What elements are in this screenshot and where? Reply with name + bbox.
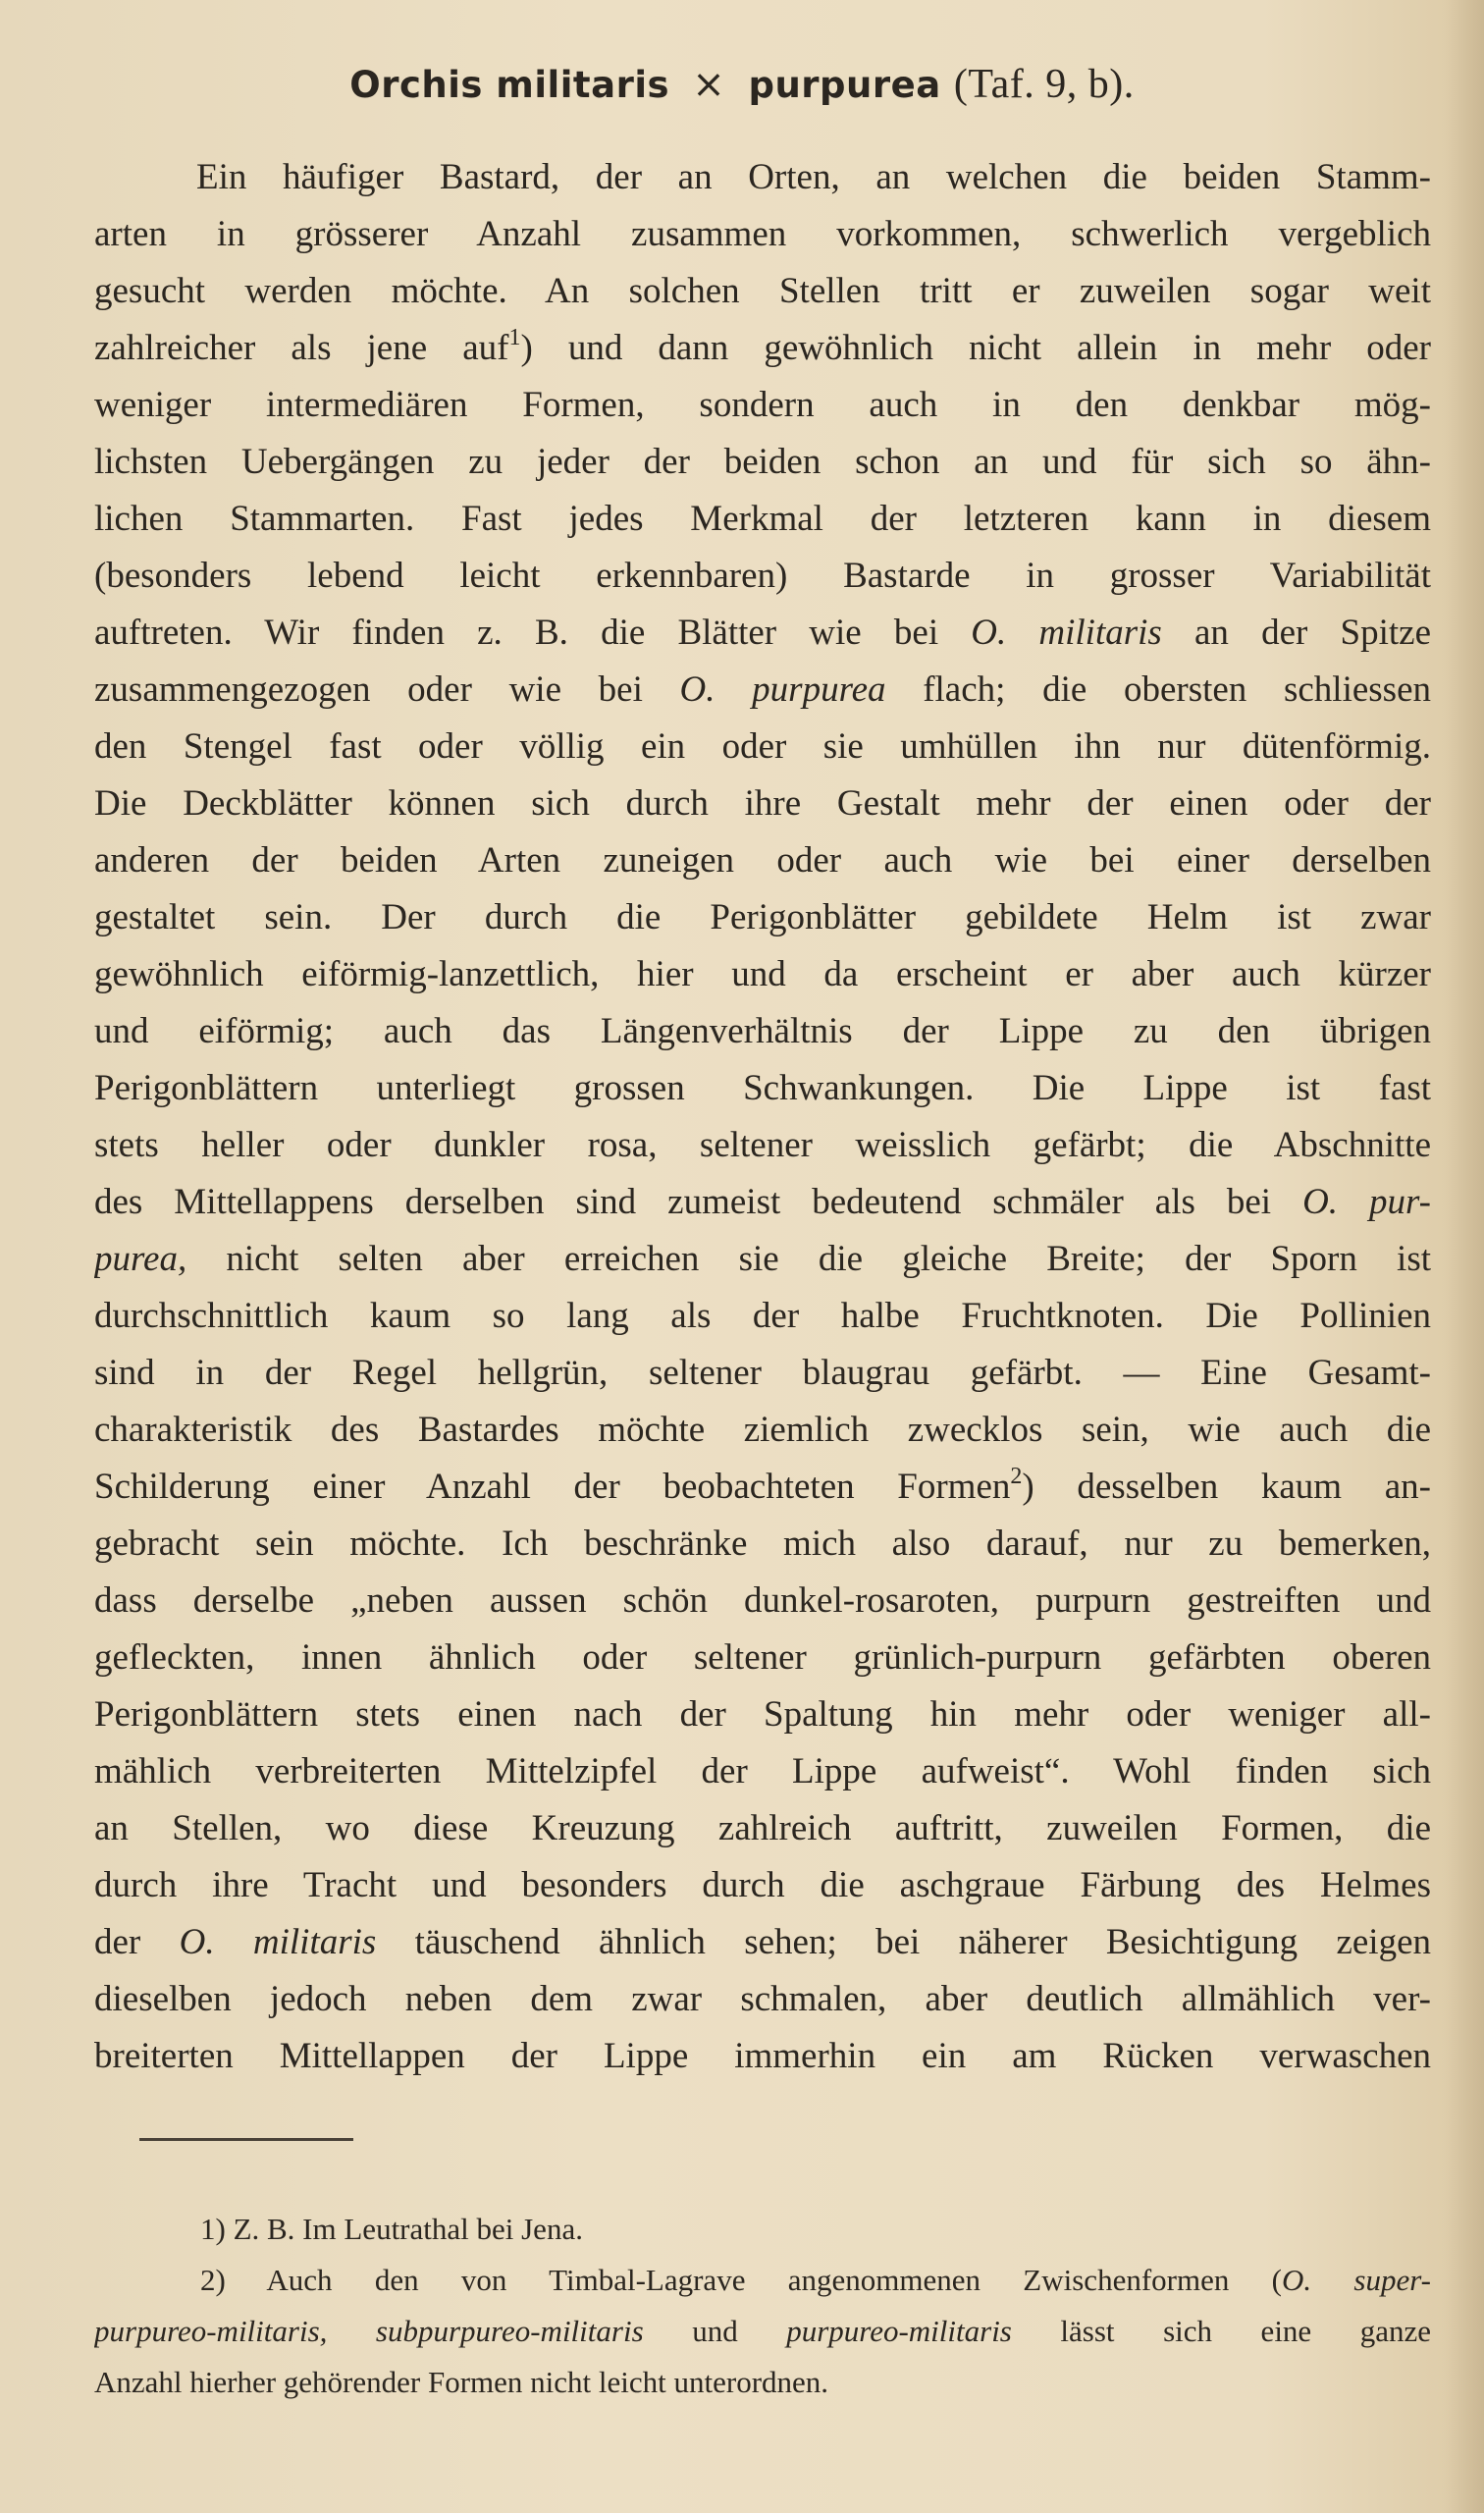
title-species-1: Orchis militaris bbox=[349, 64, 670, 106]
text-line: gewöhnlich eiförmig-lanzettlich, hier und da erscheint er aber auch kürzer bbox=[94, 954, 1431, 994]
species-name-italic: O. super- bbox=[1281, 2263, 1431, 2297]
text-line: gestaltet sein. Der durch die Perigonblätter gebildete Helm ist zwar bbox=[94, 897, 1431, 937]
species-name-italic: O. militaris bbox=[971, 613, 1162, 653]
text-line: breiterten Mittellappen der Lippe immerhin ein am Rücken verwaschen bbox=[94, 2036, 1431, 2076]
footnote-2-line bbox=[94, 2255, 1431, 2306]
text-line: gebracht sein möchte. Ich beschränke mich also darauf, nur zu bemerken, bbox=[94, 1524, 1431, 1564]
text-line bbox=[94, 1231, 1431, 1288]
text-line: gesucht werden möchte. An solchen Stellen tritt er zuweilen sogar weit bbox=[94, 271, 1431, 311]
text-line: (besonders lebend leicht erkennbaren) Bastarde in grosser Variabilität bbox=[94, 556, 1431, 596]
text-line: dass derselbe „neben aussen schön dunkel-rosaroten, purpurn gestreiften und bbox=[94, 1580, 1431, 1621]
text-segment: flach; die obersten schliessen bbox=[923, 669, 1431, 710]
text-line: Perigonblättern stets einen nach der Spaltung hin mehr oder weniger all- bbox=[94, 1694, 1431, 1735]
footnote-2-line bbox=[94, 2306, 1431, 2357]
text-segment: täuschend ähnlich sehen; bei näherer Besichtigung zeigen bbox=[414, 1922, 1431, 1962]
text-line: weniger intermediären Formen, sondern auch in den denkbar mög- bbox=[94, 385, 1431, 425]
text-line bbox=[94, 1914, 1431, 1971]
text-segment: Schilderung einer Anzahl der beobachteten Formen bbox=[94, 1467, 1011, 1507]
text-line bbox=[94, 320, 1431, 377]
text-line bbox=[94, 1459, 1431, 1516]
species-name-italic: purpureo-militaris, subpurpureo-militaris bbox=[94, 2314, 644, 2348]
species-name-italic: purpureo-militaris bbox=[786, 2314, 1012, 2348]
text-segment: ) und dann gewöhnlich nicht allein in mehr oder bbox=[520, 328, 1431, 368]
footnote-2-line: Anzahl hierher gehörender Formen nicht leicht unterordnen. bbox=[94, 2365, 829, 2399]
species-name-italic: purea, bbox=[94, 1239, 187, 1279]
text-line: anderen der beiden Arten zuneigen oder auch wie bei einer derselben bbox=[94, 840, 1431, 881]
text-line: stets heller oder dunkler rosa, seltener weisslich gefärbt; die Abschnitte bbox=[94, 1125, 1431, 1165]
text-line: lichsten Uebergängen zu jeder der beiden schon an und für sich so ähn- bbox=[94, 442, 1431, 482]
footnote-ref-2: 2 bbox=[1010, 1464, 1023, 1489]
species-name-italic: O. purpurea bbox=[679, 669, 886, 710]
text-line: gefleckten, innen ähnlich oder seltener grünlich-purpurn gefärbten oberen bbox=[94, 1637, 1431, 1678]
text-segment: des Mittellappens derselben sind zumeist bedeutend schmäler als bei bbox=[94, 1182, 1272, 1222]
footnotes bbox=[94, 2204, 1431, 2408]
text-line: Ein häufiger Bastard, der an Orten, an welchen die beiden Stamm- bbox=[196, 157, 1431, 197]
text-segment: ) desselben kaum an- bbox=[1022, 1467, 1431, 1507]
text-line: und eiförmig; auch das Längenverhältnis der Lippe zu den übrigen bbox=[94, 1011, 1431, 1051]
species-name-italic: O. pur- bbox=[1302, 1182, 1431, 1222]
text-line: charakteristik des Bastardes möchte ziemlich zwecklos sein, wie auch die bbox=[94, 1410, 1431, 1450]
text-segment: zusammengezogen oder wie bei bbox=[94, 669, 643, 710]
text-line: lichen Stammarten. Fast jedes Merkmal der letzteren kann in diesem bbox=[94, 499, 1431, 539]
text-segment: und bbox=[692, 2314, 738, 2348]
hybrid-cross-symbol: ⨯ bbox=[692, 62, 726, 107]
footnote-ref-1: 1 bbox=[508, 325, 521, 350]
text-line: mählich verbreiterten Mittelzipfel der Lippe aufweist“. Wohl finden sich bbox=[94, 1751, 1431, 1791]
text-line: sind in der Regel hellgrün, seltener blaugrau gefärbt. — Eine Gesamt- bbox=[94, 1353, 1431, 1393]
page-edge-shadow bbox=[1445, 0, 1484, 2513]
text-line: Die Deckblätter können sich durch ihre Gestalt mehr der einen oder der bbox=[94, 783, 1431, 824]
footnote-separator bbox=[139, 2138, 353, 2141]
title-plate-reference: (Taf. 9, b). bbox=[953, 62, 1135, 107]
text-segment: der bbox=[94, 1922, 141, 1962]
footnote-1: 1) Z. B. Im Leutrathal bei Jena. bbox=[200, 2212, 583, 2246]
title-species-2: purpurea bbox=[748, 64, 941, 106]
text-line: durchschnittlich kaum so lang als der halbe Fruchtknoten. Die Pollinien bbox=[94, 1296, 1431, 1336]
text-segment: lässt sich eine ganze bbox=[1060, 2314, 1431, 2348]
body-text bbox=[94, 149, 1431, 2085]
text-line: dieselben jedoch neben dem zwar schmalen, aber deutlich allmählich ver- bbox=[94, 1979, 1431, 2019]
text-segment: an der Spitze bbox=[1194, 613, 1431, 653]
text-line: durch ihre Tracht und besonders durch die aschgraue Färbung des Helmes bbox=[94, 1865, 1431, 1905]
text-segment: 2) Auch den von Timbal-Lagrave angenommenen Zwischenformen ( bbox=[200, 2263, 1282, 2297]
text-segment: zahlreicher als jene auf bbox=[94, 328, 509, 368]
text-segment: nicht selten aber erreichen sie die gleiche Breite; der Sporn ist bbox=[226, 1239, 1431, 1279]
species-name-italic: O. militaris bbox=[179, 1922, 377, 1962]
text-line: den Stengel fast oder völlig ein oder sie umhüllen ihn nur dütenförmig. bbox=[94, 726, 1431, 767]
text-line bbox=[94, 1174, 1431, 1231]
text-line: an Stellen, wo diese Kreuzung zahlreich auftritt, zuweilen Formen, die bbox=[94, 1808, 1431, 1848]
text-line bbox=[94, 662, 1431, 719]
text-line: Perigonblättern unterliegt grossen Schwankungen. Die Lippe ist fast bbox=[94, 1068, 1431, 1108]
page-title bbox=[0, 61, 1484, 108]
text-line: arten in grösserer Anzahl zusammen vorkommen, schwerlich vergeblich bbox=[94, 214, 1431, 254]
text-segment: auftreten. Wir finden z. B. die Blätter wie bei bbox=[94, 613, 939, 653]
text-line bbox=[94, 605, 1431, 662]
